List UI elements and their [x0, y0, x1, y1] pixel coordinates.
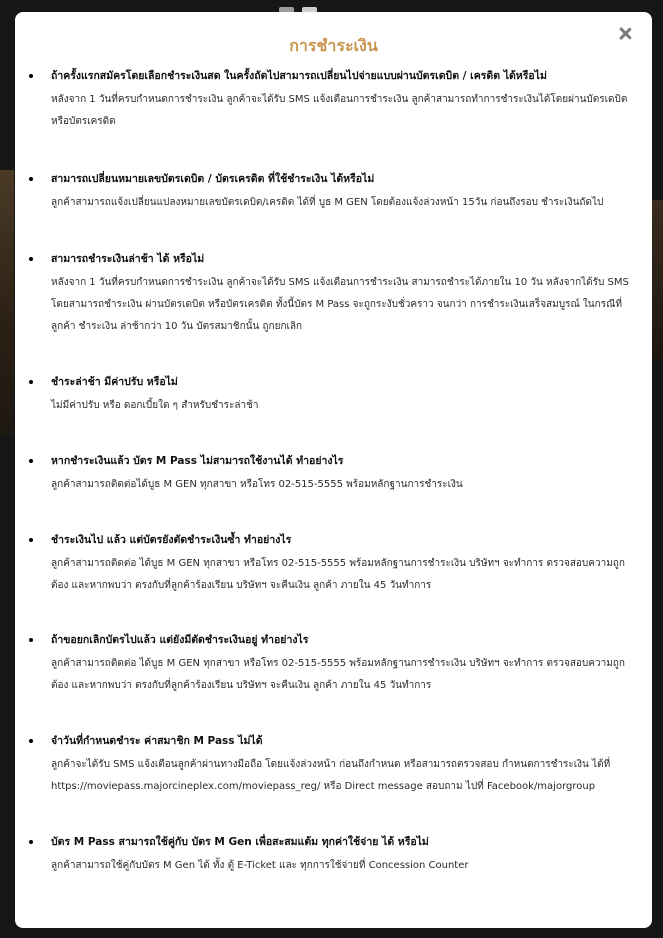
- faq-answer: ลูกค้าสามารถติดต่อ ได้บูธ M GEN ทุกสาขา หรือโทร 02-515-5555 พร้อมหลักฐานการชำระเงิน บริษัทฯ จะทำการ ตรวจสอบความถูกต้อง และหากพบว่า ตรงกับที่ลูกค้าร้องเรียน บริษัทฯ จะคืนเงิน ลูกค้า ภายใน 45 วันทำการ: [51, 658, 625, 691]
- faq-question: หากชำระเงินแล้ว บัตร M Pass ไม่สามารถใช้งานได้ ทำอย่างไร: [51, 455, 344, 467]
- faq-list: [51, 68, 631, 884]
- faq-item: [51, 632, 631, 733]
- faq-item: [51, 68, 631, 171]
- faq-item: [51, 733, 631, 834]
- faq-item: [51, 374, 631, 453]
- faq-item: [51, 453, 631, 532]
- faq-answer: ลูกค้าสามารถติดต่อได้บูธ M GEN ทุกสาขา หรือโทร 02-515-5555 พร้อมหลักฐานการชำระเงิน: [51, 479, 463, 490]
- background-poster-right: [651, 200, 663, 360]
- faq-question: บัตร M Pass สามารถใช้คู่กับ บัตร M Gen เพื่อสะสมแต้ม ทุกค่าใช้จ่าย ได้ หรือไม่: [51, 836, 429, 848]
- faq-answer: ไม่มีค่าปรับ หรือ ดอกเบี้ยใด ๆ สำหรับชำระล่าช้า: [51, 400, 259, 411]
- faq-answer: ลูกค้าจะได้รับ SMS แจ้งเตือนลูกค้าผ่านทางมือถือ โดยแจ้งล่วงหน้า ก่อนถึงกำหนด หรือสามารถตรวจสอบ กำหนดการชำระเงิน ได้ที่ https://moviepass.majorcineplex.com/moviepass_reg/ หรือ Direct message สอบถาม ไปที่ Facebook/majorgroup: [51, 759, 611, 792]
- faq-answer: หลังจาก 1 วันที่ครบกำหนดการชำระเงิน ลูกค้าจะได้รับ SMS แจ้งเตือนการชำระเงิน สามารถชำระได้ภายใน 10 วัน หลังจากได้รับ SMS โดยสามารถชำระเงิน ผ่านบัตรเดบิต หรือบัตรเครดิต ทั้งนี้บัตร M Pass จะถูกระงับชั่วคราว จนกว่า การชำระเงินเสร็จสมบูรณ์ ในกรณีที่ลูกค้า ชำระเงิน ล่าช้ากว่า 10 วัน บัตรสมาชิกนั้น ถูกยกเลิก: [51, 277, 629, 332]
- faq-answer: ลูกค้าสามารถใช้คู่กับบัตร M Gen ได้ ทั้ง ตู้ E-Ticket และ ทุกการใช้จ่ายที่ Concession Counter: [51, 860, 469, 871]
- faq-answer: หลังจาก 1 วันที่ครบกำหนดการชำระเงิน ลูกค้าจะได้รับ SMS แจ้งเตือนการชำระเงิน ลูกค้าสามารถทำการชำระเงินได้โดยผ่านบัตรเดบิต หรือบัตรเครดิต: [51, 94, 628, 127]
- faq-item: [51, 171, 631, 251]
- payment-faq-modal: [15, 12, 652, 928]
- background-poster-left: [0, 170, 14, 435]
- faq-item: [51, 251, 631, 374]
- faq-question: สามารถเปลี่ยนหมายเลขบัตรเดบิต / บัตรเครดิต ที่ใช้ชำระเงิน ได้หรือไม่: [51, 173, 375, 185]
- faq-question: ถ้าขอยกเลิกบัตรไปแล้ว แต่ยังมีตัดชำระเงินอยู่ ทำอย่างไร: [51, 634, 309, 646]
- faq-item: [51, 834, 631, 884]
- faq-question: สามารถชำระเงินล่าช้า ได้ หรือไม่: [51, 253, 205, 265]
- faq-answer: ลูกค้าสามารถแจ้งเปลี่ยนแปลงหมายเลขบัตรเดบิต/เครดิต ได้ที่ บูธ M GEN โดยต้องแจ้งล่วงหน้า 15วัน ก่อนถึงรอบ ชำระเงินถัดไป: [51, 197, 604, 208]
- faq-question: ชำระล่าช้า มีค่าปรับ หรือไม่: [51, 376, 178, 388]
- faq-question: ชำระเงินไป แล้ว แต่บัตรยังตัดชำระเงินซ้ำ ทำอย่างไร: [51, 534, 292, 546]
- faq-question: จำวันที่กำหนดชำระ ค่าสมาชิก M Pass ไม่ได้: [51, 735, 263, 747]
- faq-question: ถ้าครั้งแรกสมัครโดยเลือกชำระเงินสด ในครั้งถัดไปสามารถเปลี่ยนไปจ่ายแบบผ่านบัตรเดบิต / เครดิต ได้หรือไม่: [51, 70, 547, 82]
- modal-title: การชำระเงิน: [289, 36, 378, 55]
- faq-answer: ลูกค้าสามารถติดต่อ ได้บูธ M GEN ทุกสาขา หรือโทร 02-515-5555 พร้อมหลักฐานการชำระเงิน บริษัทฯ จะทำการ ตรวจสอบความถูกต้อง และหากพบว่า ตรงกับที่ลูกค้าร้องเรียน บริษัทฯ จะคืนเงิน ลูกค้า ภายใน 45 วันทำการ: [51, 558, 625, 591]
- faq-item: [51, 532, 631, 632]
